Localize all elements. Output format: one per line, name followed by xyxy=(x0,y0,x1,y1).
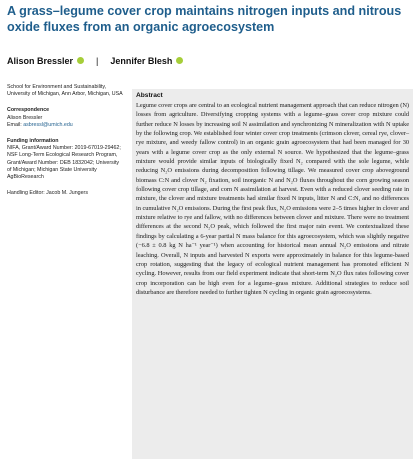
abstract-panel xyxy=(132,89,413,459)
funding-block xyxy=(7,138,123,181)
orcid-icon[interactable] xyxy=(77,57,84,64)
author-name[interactable]: Alison Bressler xyxy=(7,56,74,66)
funding-label: Funding information xyxy=(7,138,59,145)
abstract-body: Legume cover crops are central to an ecological nutrient management approach that can reduce nitrogen (N) losses from agriculture. Diversifying cropping systems with a legume–grass cover crop mixture could further reduce N losses by increasing soil N assimilation and synchronizing N mineralization with N uptake by the following crop. We established four winter cover crop treatments (crimson clover, cereal rye, clover–rye mixture, and weedy fallow control) in an organic grain agroecosystem that had been managed for 30 years with a legume cover crop as the only external N source. We hypothesized that the legume–grass mixture would provide similar inputs of biologically fixed N₂ compared with the sole legume, while reducing N₂O emissions during decomposition following tillage. We measured cover crop aboveground biomass C:N and clover N₂ fixation, soil inorganic N and N₂O fluxes throughout the corn growing season following cover crop tillage, and corn N assimilation at harvest. Even with a reduced clover seeding rate in mixture, the clover and mixture treatments had similar fixed N inputs, litter N and C:N, and no differences in cumulative N₂O emissions. During the first peak flux, N₂O emissions were 2–5 times higher in clover and mixture relative to rye and fallow, with no differences between clover and mixture. There were no treatment differences at the second N₂O peak, which followed the first major rain event. We contextualized these findings by calculating a 6-year partial N mass balance for this agroecosystem, which was slightly negative (−6.8 ± 0.8 kg N ha⁻¹ year⁻¹) when accounting for historical mean annual N₂O emissions and nitrate leaching. Overall, N inputs and harvested N exports were approximately in balance for this legume-based crop rotation, suggesting that the legacy of ecological nutrient management has promoted efficient N cycling. However, results from our field experiment indicate that short-term N₂O flux rates following cover crop incorporation can be high even for a legume–grass mixture. Additional strategies to reduce soil disturbance are therefore needed to further tighten N cycling in organic grain agroecosystems. xyxy=(136,102,409,296)
author-name[interactable]: Jennifer Blesh xyxy=(110,56,173,66)
funding-text: NIFA, Grant/Award Number: 2019-67019-29462; NSF Long-Term Ecological Research Program, Grant/Award Number: DEB 1832042; University of Michigan; Michigan State University AgBioResearch xyxy=(7,145,121,181)
author-separator: | xyxy=(96,56,99,66)
orcid-icon[interactable] xyxy=(176,57,183,64)
handling-editor: Handling Editor: Jacob M. Jungers xyxy=(7,190,88,197)
correspondence-name: Alison Bressler xyxy=(7,114,43,121)
email-label: Email: xyxy=(7,121,22,128)
article-info-sidebar xyxy=(7,84,123,206)
affiliation: School for Environment and Sustainability, University of Michigan, Ann Arbor, Michigan, USA xyxy=(7,84,123,98)
correspondence-label: Correspondence xyxy=(7,107,50,114)
email-link[interactable]: asbressl@umich.edu xyxy=(23,121,73,128)
correspondence-block xyxy=(7,107,123,129)
article-title: A grass–legume cover crop maintains nitrogen inputs and nitrous oxide fluxes from an organic agroecosystem xyxy=(7,4,402,34)
abstract-heading: Abstract xyxy=(136,92,163,99)
author-list xyxy=(7,56,412,66)
